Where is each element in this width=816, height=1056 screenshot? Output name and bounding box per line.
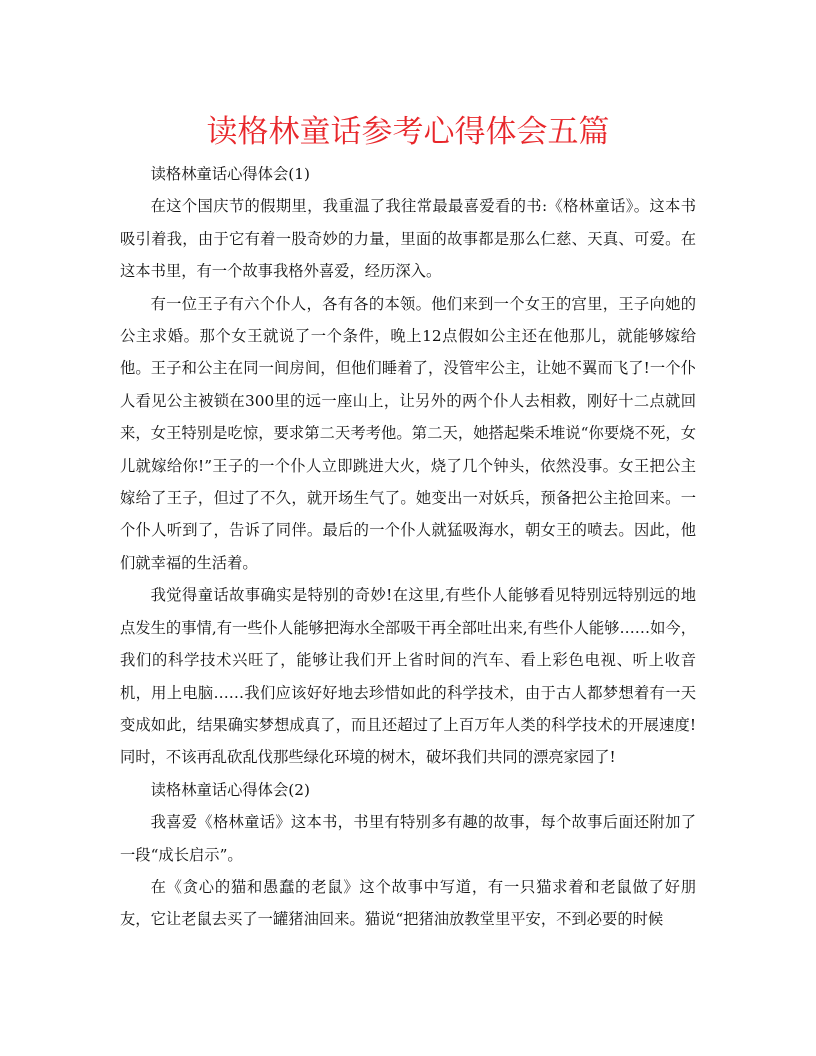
- document-title: 读格林童话参考心得体会五篇: [206, 114, 610, 150]
- section-heading: 读格林童话心得体会(2): [150, 780, 310, 799]
- paragraph: 我喜爱《格林童话》这本书，书里有特别多有趣的故事，每个故事后面还附加了一段“成长启示”。: [120, 813, 696, 864]
- paragraph: 有一位王子有六个仆人，各有各的本领。他们来到一个女王的宫里，王子向她的公主求婚。那个女王就说了一个条件，晚上12点假如公主还在他那儿，就能够嫁给他。王子和公主在同一间房间，但他们睡着了，没管牢公主，让她不翼而飞了!一个仆人看见公主被锁在300里的远一座山上，让另外的两个仆人去相救，刚好十二点就回来，女王特别是吃惊，要求第二天考考他。第二天，她搭起柴禾堆说“你要烧不死，女儿就嫁给你!”王子的一个仆人立即跳进大火，烧了几个钟头，依然没事。女王把公主嫁给了王子，但过了不久，就开场生气了。她变出一对妖兵，预备把公主抢回来。一个仆人听到了，告诉了同伴。最后的一个仆人就猛吸海水，朝女王的喷去。因此，他们就幸福的生活着。: [120, 294, 696, 572]
- document-body: [120, 158, 696, 936]
- paragraph: 在《贪心的猫和愚蠢的老鼠》这个故事中写道，有一只猫求着和老鼠做了好朋友，它让老鼠去买了一罐猪油回来。猫说“把猪油放教堂里平安，不到必要的时候: [120, 877, 696, 929]
- paragraph: 我觉得童话故事确实是特别的奇妙!在这里,有些仆人能够看见特别远特别远的地点发生的事情,有一些仆人能够把海水全部吸干再全部吐出来,有些仆人能够……如今，我们的科学技术兴旺了，能够让我们开上省时间的汽车、看上彩色电视、听上收音机，用上电脑……我们应该好好地去珍惜如此的科学技术，由于古人都梦想着有一天变成如此，结果确实梦想成真了，而且还超过了上百万年人类的科学技术的开展速度!同时，不该再乱砍乱伐那些绿化环境的树木，破坏我们共同的漂亮家园了!: [120, 586, 696, 767]
- paragraph: 在这个国庆节的假期里，我重温了我往常最最喜爱看的书:《格林童话》。这本书吸引着我，由于它有着一股奇妙的力量，里面的故事都是那么仁慈、天真、可爱。在这本书里，有一个故事我格外喜爱，经历深入。: [120, 197, 696, 281]
- section-heading: 读格林童话心得体会(1): [150, 165, 310, 183]
